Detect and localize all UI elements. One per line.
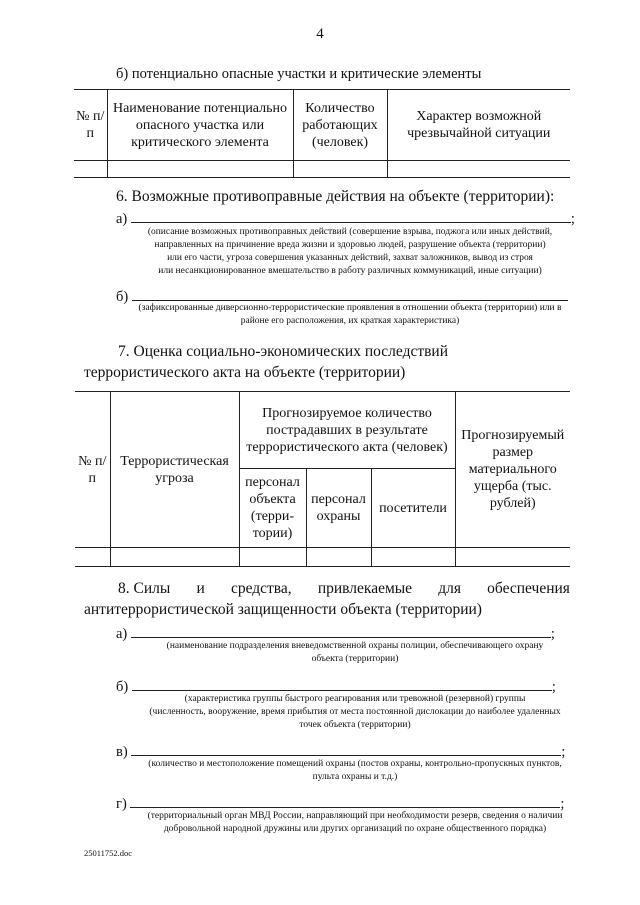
col-header-emergency: Характер возможной чрезвычайной ситуации	[387, 90, 570, 161]
table-cell[interactable]	[387, 161, 570, 178]
note-line: добровольной народной дружины или других организаций по охране общественного порядка)	[163, 824, 547, 834]
note-line: (численность, вооружение, время прибытия от места постоянной дислокации до наиболее удаленных	[149, 707, 561, 717]
terminator: ;	[550, 626, 555, 642]
note-line: (зафиксированные диверсионно-террористические проявления в отношении объекта (территории) или в	[138, 303, 562, 313]
col-header-name: Наименование потенциально опасного участка или критического элемента	[107, 90, 293, 161]
col-header-number: № п/п	[75, 392, 110, 548]
table-cell[interactable]	[293, 161, 387, 178]
item-a-input-line[interactable]	[131, 208, 571, 223]
footer-filename: 25011752.doc	[84, 848, 133, 858]
note-line: (наименование подразделения вневедомственной охраны полиции, обеспечивающего охрану	[166, 641, 544, 651]
table-cell[interactable]	[455, 548, 570, 567]
table-header-row	[74, 90, 570, 161]
hazard-areas-table	[74, 89, 570, 178]
note-line: (характеристика группы быстрого реагирования или тревожной (резервной) группы	[184, 694, 526, 704]
col-header-object-staff: персонал объекта (терри-тории)	[239, 469, 306, 548]
terminator: ;	[570, 211, 575, 227]
section-8-title	[84, 578, 570, 620]
item-label: б)	[116, 289, 129, 305]
word: и	[196, 580, 205, 597]
table-cell[interactable]	[75, 548, 110, 567]
section-5b-subtitle: б) потенциально опасные участки и критические элементы	[116, 66, 482, 82]
note-line: (описание возможных противоправных действий (совершение взрыва, поджога или иных действий,	[147, 227, 553, 237]
note-line: или несанкционированное вмешательство в работу различных коммуникаций, иные ситуации)	[158, 266, 542, 276]
consequences-table	[75, 391, 570, 567]
terminator: ;	[551, 679, 556, 695]
col-header-number: № п/п	[74, 90, 107, 161]
item-label: б)	[116, 679, 129, 695]
col-header-victims: Прогнозируемое количество пострадавших в результате террористического акта (человек)	[239, 392, 455, 469]
table-cell[interactable]	[239, 548, 306, 567]
col-header-threat: Террористическая угроза	[110, 392, 239, 548]
section-6-title: 6. Возможные противоправные действия на объекте (территории):	[116, 188, 555, 205]
note-line: (территориальный орган МВД России, направляющий при необходимости резерв, сведения о наличии	[147, 811, 563, 821]
note-line: направленных на причинение вреда жизни и здоровью людей, разрушение объекта (территории)	[154, 240, 546, 250]
item-a-input-line[interactable]	[131, 623, 551, 638]
item-label: а)	[116, 626, 128, 642]
section-6-item-b-note	[120, 302, 580, 328]
terminator: ;	[561, 744, 566, 760]
table-cell[interactable]	[107, 161, 293, 178]
item-b-input-line[interactable]	[132, 676, 552, 691]
item-label: в)	[116, 744, 128, 760]
table-cell[interactable]	[371, 548, 455, 567]
table-header-row	[75, 392, 570, 469]
section-8-item-v-note	[120, 758, 590, 784]
col-header-security-staff: персонал охраны	[306, 469, 371, 548]
table-cell[interactable]	[110, 548, 239, 567]
word: обеспечения	[487, 580, 570, 597]
note-line: точек объекта (территории)	[299, 720, 411, 730]
item-label: г)	[116, 796, 127, 812]
title-line-2: антитеррористической защищенности объекта (территории)	[84, 601, 482, 618]
col-header-visitors: посетители	[371, 469, 455, 548]
item-b-input-line[interactable]	[132, 286, 568, 301]
table-row	[74, 161, 570, 178]
section-6-item-a-note	[100, 226, 600, 278]
word: 8. Силы	[118, 580, 171, 597]
note-line: районе его расположения, их краткая характеристика)	[240, 316, 460, 326]
item-v-input-line[interactable]	[131, 741, 561, 756]
page-number: 4	[316, 26, 324, 42]
table-cell[interactable]	[74, 161, 107, 178]
note-line: пульта охраны и т.д.)	[312, 772, 398, 782]
section-7-title: 7. Оценка социально-экономических последствий террористического акта на объекте (территории)	[84, 343, 449, 381]
note-line: или его части, угроза совершения указанных действий, захват заложников, вывод из строя	[167, 253, 533, 263]
item-label: а)	[116, 211, 128, 227]
section-8-item-g-note	[110, 810, 600, 836]
table-cell[interactable]	[306, 548, 371, 567]
word: привлекаемые	[317, 580, 413, 597]
note-line: (количество и местоположение помещений охраны (постов охраны, контрольно-пропускных пунктов,	[148, 759, 562, 769]
note-line: объекта (территории)	[311, 654, 399, 664]
title-line-1	[84, 578, 570, 599]
section-8-item-a-note	[130, 640, 580, 666]
word: для	[438, 580, 461, 597]
word: средства,	[230, 580, 292, 597]
table-row	[75, 548, 570, 567]
terminator: ;	[560, 796, 565, 812]
col-header-damage: Прогнозируемый размер материального ущерба (тыс. рублей)	[455, 392, 570, 548]
item-g-input-line[interactable]	[130, 793, 560, 808]
section-8-item-b-note	[120, 693, 590, 732]
col-header-workers: Количество работающих (человек)	[293, 90, 387, 161]
section-6-item-a	[116, 208, 575, 228]
